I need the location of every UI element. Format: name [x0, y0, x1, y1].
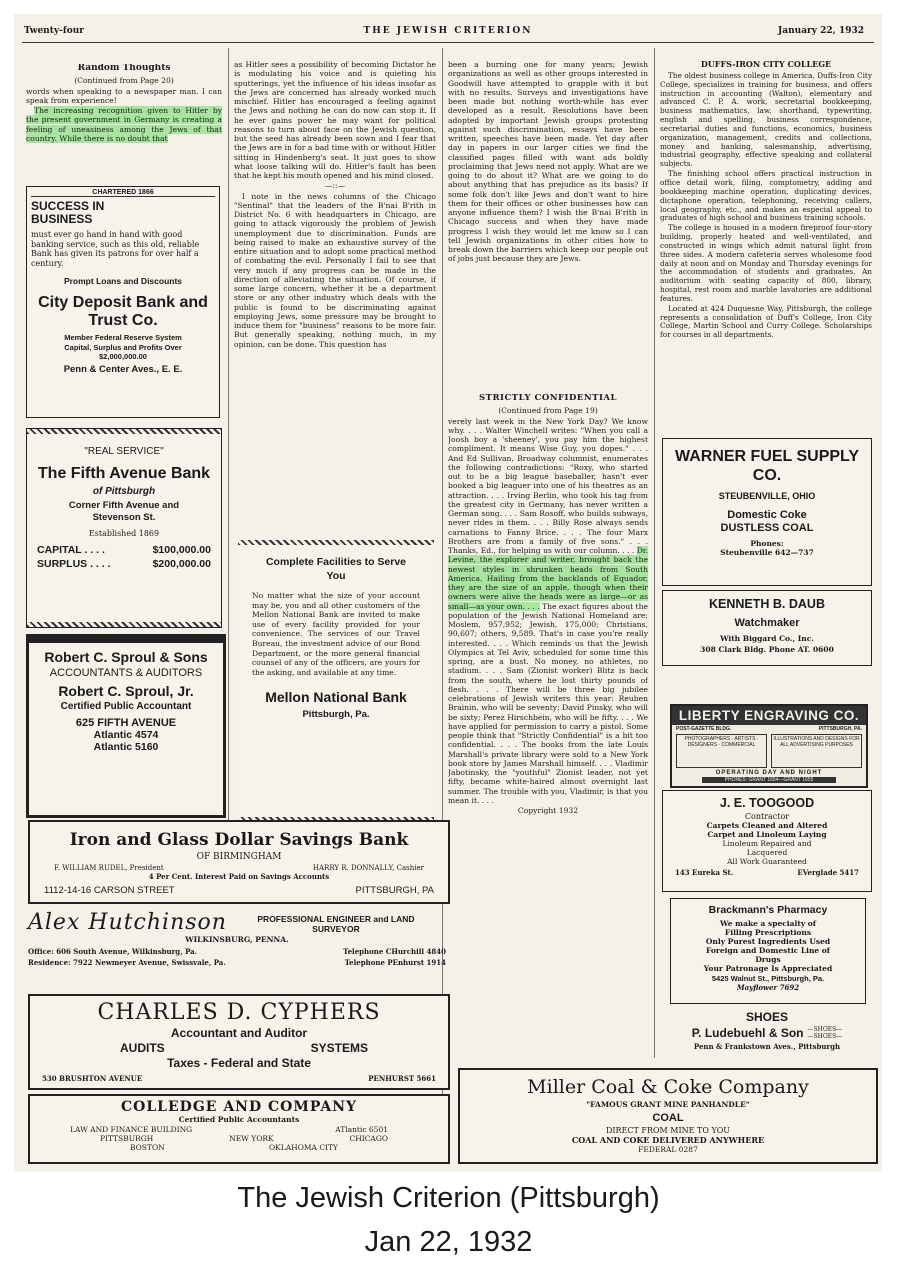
- bank-name: Mellon National Bank: [265, 689, 407, 706]
- engraving-building: POST-GAZETTE BLDG.: [676, 726, 732, 732]
- engineer-office-row: [28, 947, 446, 956]
- coal-company-name: Miller Coal & Coke Company: [527, 1076, 809, 1098]
- ad-liberty-engraving: [670, 704, 868, 788]
- article-paragraph: The finishing school offers practical instruction in office detail work, filing, comptometry, adding and bookkeeping machine operation, duplicating devices, dictaphone operation, telephoning, receiving callers, local geography, etc., and makes an especial appeal to graduates of high school and business training schools.: [660, 169, 872, 223]
- contractor-phone: EVerglade 5417: [797, 868, 859, 877]
- ad-ludebuehl-shoes: [662, 1010, 872, 1064]
- engraving-city: PITTSBURGH, PA.: [818, 726, 862, 732]
- pharmacy-line: Foreign and Domestic Line of Drugs: [705, 946, 831, 964]
- article-title: Random Thoughts: [77, 64, 171, 73]
- bank-interest: 4 Per Cent. Interest Paid on Savings Accounts: [148, 872, 330, 881]
- ad-title: Complete Facilities to Serve You: [265, 556, 407, 582]
- duffs-college-article: [660, 60, 872, 436]
- shoes-side-labels: [808, 1026, 843, 1040]
- decorative-border: [29, 637, 223, 643]
- service-systems: SYSTEMS: [310, 1041, 368, 1055]
- firm-phone: Atlantic 5160: [93, 741, 159, 753]
- ad-kenneth-daub: [662, 590, 872, 666]
- established-line: Established 1869: [88, 529, 160, 538]
- article-title: DUFFS-IRON CITY COLLEGE: [700, 60, 832, 69]
- engraving-illustrations: ILLUSTRATIONS AND DESIGNS FOR ALL ADVERTISING PURPOSES: [771, 734, 862, 768]
- accountant-role: Accountant and Auditor: [170, 1026, 308, 1040]
- contractor-service: Carpet and Linoleum Laying: [707, 830, 827, 839]
- highlighted-text: The increasing recognition given to Hitler by the present government in Germany is creating a feeling of uneasiness among the Jews of that country. While there is no doubt that: [26, 106, 222, 143]
- product-line: DUSTLESS COAL: [720, 522, 814, 534]
- newspaper-page: [14, 14, 882, 1172]
- pharmacy-name: Brackmann's Pharmacy: [708, 904, 828, 916]
- bank-name: City Deposit Bank and Trust Co.: [38, 294, 208, 329]
- ad-brackmanns-pharmacy: [670, 898, 866, 1004]
- accountant-name: CHARLES D. CYPHERS: [97, 1000, 381, 1025]
- decorative-border: [27, 429, 221, 434]
- coal-phone: FEDERAL 0287: [638, 1145, 698, 1154]
- member-line: Member Federal Reserve System: [64, 333, 182, 342]
- ad-colledge-company: [28, 1094, 450, 1164]
- capital-value: $100,000.00: [152, 544, 211, 556]
- ad-city-deposit-bank: [26, 186, 220, 418]
- bank-address: Penn & Center Aves., E. E.: [63, 364, 183, 375]
- firm-cities-row: [100, 1134, 388, 1143]
- ad-headline: SUCCESS IN BUSINESS: [31, 199, 105, 226]
- decorative-border: [238, 540, 434, 545]
- coal-delivered: COAL AND COKE DELIVERED ANYWHERE: [571, 1135, 765, 1145]
- surplus-value: $200,000.00: [152, 558, 211, 570]
- shoes-address: Penn & Frankstown Aves., Pittsburgh: [693, 1042, 841, 1051]
- article-title: STRICTLY CONFIDENTIAL: [479, 394, 617, 403]
- firm-city: BOSTON: [130, 1143, 165, 1152]
- bank-cashier: HARRY R. DONNALLY, Cashier: [312, 864, 424, 872]
- chartered-label: CHARTERED 1866: [31, 189, 215, 197]
- masthead: THE JEWISH CRITERION: [363, 26, 533, 36]
- article-paragraph: as Hitler sees a possibility of becoming Dictator he is modulating his voice and is quieting his sputterings, yet the influence of his ideas insofar as the Jews are concerned has already worked much mischief. Hitler has encouraged a feeling against the Jews and nothing he can do now can stop it. If he ever gains power he may want for political reasons to turn about face on the Jewish question, but the seed has already been sown and I fear that the Jews are in for a bad time with or without Hitler sitting in Hindenberg's seat. It just goes to show what loose talking will do. Hitler's fault has been that he kept his mouth opened and his mind closed.: [234, 60, 436, 180]
- article-paragraph: been a burning one for many years; Jewish organizations as well as other groups interested in Goodwill have attempted to grapple with it but with no results. Surveys and investigations have been made but nothing worth-while has ever developed as a result. Resolutions have been adopted by important Jewish groups protesting against such discrimination, essays have been written, speeches have been made. Yet day after day in papers in our larger cities we find the classified pages filled with want ads boldly proclaiming that Jews need not apply. What are we going to do about it? What are we going to do about anything that has prejudice as its basis? If some folk don't like Jews and don't want to hire them for their offices or other businesses how can anyone influence them? I wish the B'nai B'rith in Chicago success and when they have made progress I wish they would let me know so I can tell Jewish organizations in other cities how to break down the barriers which keep our people out of jobs just because they are Jews.: [448, 60, 648, 264]
- firm-phone: Atlantic 4574: [93, 729, 159, 741]
- service-audits: AUDITS: [120, 1041, 165, 1055]
- firm-city: NEW YORK: [229, 1134, 274, 1143]
- bank-president: F. WILLIAM RUDEL, President: [54, 864, 164, 872]
- caption-date: Jan 22, 1932: [364, 1226, 533, 1258]
- bank-of: OF BIRMINGHAM: [196, 852, 282, 862]
- accountant-phone: PENHURST 5661: [368, 1074, 436, 1083]
- engraving-subline: [676, 726, 862, 732]
- engineer-residence-phone: Telephone PEnhurst 1914: [344, 958, 446, 967]
- pharmacy-line: Only Purest Ingredients Used: [705, 937, 831, 946]
- contractor-guarantee: All Work Guaranteed: [727, 857, 807, 866]
- shoes-side-label: —SHOES—: [807, 1026, 843, 1033]
- contractor-service: Carpets Cleaned and Altered: [706, 821, 828, 830]
- engineer-residence: Residence: 7922 Newmeyer Avenue, Swissvale, Pa.: [28, 958, 226, 967]
- ad-iron-glass-bank: [28, 820, 450, 904]
- firm-building: LAW AND FINANCE BUILDING: [70, 1125, 193, 1134]
- capital-label: CAPITAL . . . .: [37, 544, 105, 556]
- header-rule: [22, 42, 874, 43]
- surplus-row: [37, 558, 211, 570]
- firm-cpa: Certified Public Accountants: [178, 1115, 300, 1124]
- engineer-role: PROFESSIONAL ENGINEER and LAND SURVEYOR: [257, 914, 415, 934]
- engineer-office: Office: 606 South Avenue, Wilkinsburg, Pa.: [28, 947, 198, 956]
- watchmaker-with: With Biggard Co., Inc.: [720, 634, 814, 643]
- contractor-service: Linoleum Repaired and Lacquered: [722, 839, 812, 857]
- phones: Steubenville 642—737: [720, 548, 814, 557]
- ad-services: Prompt Loans and Discounts: [63, 276, 183, 286]
- ad-miller-coal: [458, 1068, 878, 1164]
- company-name: WARNER FUEL SUPPLY CO.: [674, 448, 860, 484]
- article-paragraph: I note in the news columns of the Chicago "Sentinal" that the leaders of the B'nai B'rith in District No. 6 with headquarters in Chicago, are going to attack vigorously the problem of Jewish unemployment due to discrimination. Funds are being raised to make an exhaustive survey of the entire situation and to adopt some practical method of combating the evil. Personally I fail to see that very much if any progress can be made in the direction of alleviating the situation. Of course, if some large concern, whether it be a department store or any other industry which deals with the public is found to be discriminating against employing Jews, some pressure may be brought to induce them for "business" reasons to be more fair. But generally speaking, nothing much, in my opinion, can be done. This question has: [234, 191, 436, 349]
- ad-fifth-avenue-bank: [26, 428, 222, 628]
- accountant-address: 530 BRUSHTON AVENUE: [42, 1074, 143, 1083]
- accountant-contact: [42, 1074, 436, 1083]
- engineer-office-phone: Telephone CHurchill 4840: [343, 947, 446, 956]
- article-paragraph: Located at 424 Duquesne Way, Pittsburgh, the college represents a consolidation of Duff's College, Iron City College, Martin School and Curry College. Scholarships for courses in all departments.: [660, 303, 872, 340]
- capital-line: Capital, Surplus and Profits Over $2,000,000.00: [64, 343, 182, 361]
- decorative-border: [27, 622, 221, 627]
- random-thoughts-article: [26, 64, 222, 180]
- pharmacy-line: We make a specialty of Filling Prescriptions: [719, 919, 817, 937]
- ad-warner-fuel: [662, 438, 872, 586]
- issue-date: January 22, 1932: [778, 26, 864, 36]
- firm-role: ACCOUNTANTS & AUDITORS: [49, 667, 203, 679]
- watchmaker-role: Watchmaker: [734, 617, 800, 629]
- strictly-confidential-article: [448, 394, 648, 1102]
- bank-city: of Pittsburgh: [92, 486, 156, 497]
- ad-toogood: [662, 790, 872, 892]
- ad-sproul-accountants: [26, 634, 226, 818]
- engraving-company-name: LIBERTY ENGRAVING CO.: [672, 706, 866, 725]
- contractor-address: 143 Eureka St.: [675, 868, 734, 877]
- article-text: verely last week in the New York Day? We know why. . . . Walter Winchell writes: "When you call a Joosh boy a 'sheeney', you pay him the highest compliment. It means Wise Guy, you dopes." . . . And Ed Sullivan, Broadway columnist, enumerates the following contradictions: "Roxy, who started out to be a big league baseballer, hasn't ever booked a big leaguer into one of his theatres as an attraction. . . . Irving Berlin, who took his tag from the greatest city in Germany, has never written a German song. . . . Sam Rosoff, who builds subways, never rides in them. . . . Billy Rose always sends carnations to Fanny Brice. . . . The four Marx Brothers are from a family of five sons." . . . Thanks, Ed., for helping us with our column. . . .: [448, 416, 648, 555]
- contractor-name: J. E. TOOGOOD: [719, 796, 815, 810]
- bank-name: Iron and Glass Dollar Savings Bank: [69, 830, 409, 850]
- coal-slogan: "FAMOUS GRANT MINE PANHANDLE": [586, 1100, 750, 1109]
- capital-row: [37, 544, 211, 556]
- contractor-role: Contractor: [744, 812, 790, 821]
- random-thoughts-continued: [234, 60, 436, 538]
- ad-body: No matter what the size of your account may be, you and all other customers of the Mellon National Bank are invited to make use of every facility provided for your convenience. The services of our Travel Bureau, the investment advice of our Bond Department, or the more general financial counsel of any of the officers, are yours for the asking, and available at any time.: [252, 591, 420, 677]
- pharmacy-line: Your Patronage Is Appreciated: [703, 964, 833, 973]
- coal-direct: DIRECT FROM MINE TO YOU: [605, 1126, 731, 1135]
- article-paragraph: The oldest business college in America, Duffs-Iron City College, specializes in training for business, and offers instruction in accounting (Walton), elementary and advanced C. P. A. work, secretarial bookkeeping, business mathematics, law, shorthand, typewriting, english and spelling, business correspondence, secretarial duties and functions, economics, business organization, management, credits and collections, money and banking, salesmanship, advertising, industrial geography, effective speaking and collateral subjects.: [660, 70, 872, 169]
- continued-note: (Continued from Page 20): [74, 76, 174, 86]
- ad-alex-hutchinson: [28, 910, 446, 988]
- copyright-line: Copyright 1932: [517, 806, 579, 815]
- firm-phone: ATlantic 6501: [335, 1125, 388, 1134]
- watchmaker-name: KENNETH B. DAUB: [709, 597, 825, 611]
- firm-cities-row: [130, 1143, 338, 1152]
- bank-city: PITTSBURGH, PA: [355, 885, 434, 896]
- engraving-operating: OPERATING DAY AND NIGHT: [715, 770, 823, 776]
- section-separator: —::—: [324, 181, 346, 191]
- bank-officers: [54, 864, 424, 872]
- contractor-contact: [675, 868, 859, 877]
- accountant-services: [120, 1041, 368, 1055]
- pharmacy-address: 5425 Walnut St., Pittsburgh, Pa.: [711, 974, 825, 983]
- column-divider: [654, 48, 655, 1058]
- company-city: STEUBENVILLE, OHIO: [718, 491, 816, 501]
- article-paragraph: The college is housed in a modern fireproof four-story building, properly heated and well-ventilated, and constructed in wings which admit natural light from three sides. A modern cafeteria serves wholesome food daily at noon and on Monday and Thursday evenings for the accommodation of students and graduates. An auditorium with seating capacity of 800, library, hospital, rest room and marble lavatories are additional features.: [660, 223, 872, 303]
- ad-mellon-national-bank: [238, 540, 434, 822]
- shoes-store-name: P. Ludebuehl & Son: [691, 1026, 804, 1040]
- bank-name: The Fifth Avenue Bank: [37, 465, 211, 482]
- firm-title: Certified Public Accountant: [60, 701, 192, 712]
- firm-city: CHICAGO: [349, 1134, 388, 1143]
- surplus-label: SURPLUS . . . .: [37, 558, 111, 570]
- page-number-label: Twenty-four: [24, 26, 85, 36]
- engraving-info-boxes: [676, 734, 862, 768]
- product-line: Domestic Coke: [727, 509, 807, 521]
- caption-publication: The Jewish Criterion (Pittsburgh): [237, 1182, 660, 1214]
- firm-address: 625 FIFTH AVENUE: [75, 717, 177, 729]
- bank-city: Pittsburgh, Pa.: [302, 709, 370, 721]
- highlighted-text: Dr. Levine, the explorer and writer, brought back the newest styles in shrunken heads from South America. Hailing from the backlands of Equador, they are the size of an apple, though when their owners were alive the heads were as large—or as small—as your own. . . .: [448, 546, 648, 611]
- ad-body: must ever go hand in hand with good banking service, such as this old, reliable Bank has given its patrons for over half a century.: [31, 230, 200, 268]
- coal-product: COAL: [652, 1112, 684, 1124]
- firm-person: Robert C. Sproul, Jr.: [58, 683, 194, 699]
- watchmaker-address: 308 Clark Bldg. Phone AT. 0600: [700, 645, 834, 654]
- service-taxes: Taxes - Federal and State: [167, 1056, 311, 1070]
- firm-city: OKLAHOMA CITY: [269, 1143, 338, 1152]
- shoes-side-label: —SHOES—: [807, 1033, 843, 1040]
- engraving-services: PHOTOGRAPHERS · ARTISTS · DESIGNERS · COMMERCIAL: [676, 734, 767, 768]
- shoes-name-row: [662, 1026, 872, 1040]
- article-paragraph: words when speaking to a newspaper man. I can speak from experience!: [26, 86, 222, 105]
- continued-note: (Continued from Page 19): [498, 406, 598, 416]
- bank-street: 1112-14-16 CARSON STREET: [44, 885, 175, 896]
- hutchinson-head: [28, 910, 446, 935]
- random-thoughts-conclusion: [448, 60, 648, 388]
- firm-city: PITTSBURGH: [100, 1134, 154, 1143]
- firm-name: Robert C. Sproul & Sons: [44, 649, 208, 665]
- article-text: The exact figures about the population of the Jewish National Homeland are: Moslem, 957,952; Jewish, 175,000; Christians, 90,607; others, 9,589. That's in case you're really interested. . . . Which reminds us that the Jewish Olympics at Tel Aviv, scheduled for some time this spring, are a bust. No money, no athletes, no stadium. . . . Sam (Zionist worker) Blitz is back from the south, where he lost thirty pounds of flesh. . . . There will be three big jubilee celebrations of Jewish writers this year: Reuben Brainin, who will be seventy; David Pinsky, who will be sixty; Perez Hirschbein, who will be fifty. . . . We have applied for permission to carry a pistol. Some people think that "Strictly Confidential" is a bit too confidential. . . . The books from the late Louis Marshall's private library were sold to a New York book store by James Marshall himself. . . . Vladimir Jabotinsky, the "youthful" Zionist leader, not yet fifty, became white-haired almost overnight last summer. The trouble with you, Vladimir, is that you mean it. . . .: [448, 601, 648, 805]
- bank-corner: Corner Fifth Avenue and Stevenson St.: [68, 500, 180, 523]
- engraving-phones: PHONES: GRANT 1654—GRANT 1655: [702, 777, 836, 783]
- shoes-title: SHOES: [745, 1010, 788, 1024]
- ad-charles-cyphers: [28, 994, 450, 1090]
- engineer-name: Alex Hutchinson: [28, 910, 227, 935]
- pharmacy-phone: Mayflower 7692: [736, 983, 800, 992]
- firm-building-row: [70, 1125, 388, 1134]
- ad-slogan: "REAL SERVICE": [84, 446, 164, 457]
- engineer-residence-row: [28, 958, 446, 967]
- phones-label: Phones:: [750, 539, 784, 548]
- engineer-city: WILKINSBURG, PENNA.: [185, 935, 289, 944]
- bank-address-row: [44, 885, 434, 896]
- firm-name: COLLEDGE AND COMPANY: [120, 1099, 357, 1115]
- column-divider: [228, 48, 229, 824]
